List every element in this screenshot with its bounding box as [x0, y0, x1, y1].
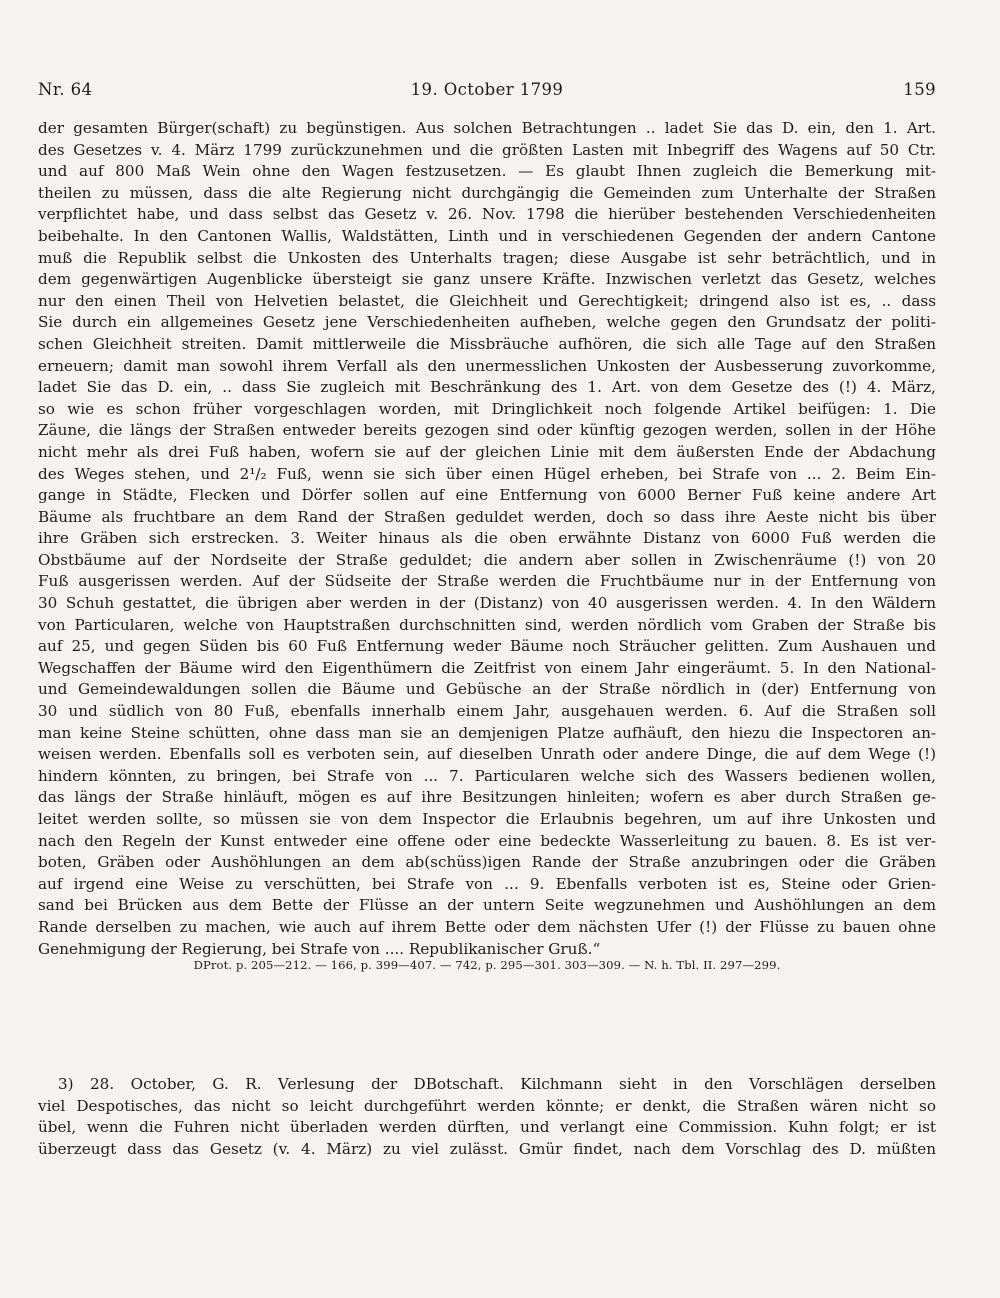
text-line: sand bei Brücken aus dem Bette der Flüsse an der untern Seite wegzunehmen und Aushöhlungen an dem: [38, 896, 936, 915]
document-number: Nr. 64: [38, 80, 93, 99]
text-line: 30 und südlich von 80 Fuß, ebenfalls innerhalb einem Jahr, ausgehauen werden. 6. Auf die Straßen soll: [38, 702, 936, 721]
text-line: ladet Sie das D. ein, .. dass Sie zugleich mit Beschränkung des 1. Art. von dem Gesetze des (!) 4. März,: [38, 378, 936, 397]
text-line: Obstbäume auf der Nordseite der Straße geduldet; die andern aber sollen in Zwischenräume (!) von 20: [38, 550, 936, 569]
text-line: und Gemeindewaldungen sollen die Bäume und Gebüsche an der Straße nördlich in (der) Entfernung von: [38, 680, 936, 699]
text-line: übel, wenn die Fuhren nicht überladen werden dürften, und verlangt eine Commission. Kuhn folgt; er ist: [38, 1118, 936, 1137]
text-line: und auf 800 Maß Wein ohne den Wagen festzusetzen. — Es glaubt Ihnen zugleich die Bemerkung mit-: [38, 162, 936, 181]
text-line: Genehmigung der Regierung, bei Strafe von .... Republikanischer Gruß.“: [38, 939, 601, 958]
text-line: ihre Gräben sich erstrecken. 3. Weiter hinaus als die oben erwähnte Distanz von 6000 Fuß werden die: [38, 529, 936, 548]
text-line: Fuß ausgerissen werden. Auf der Südseite der Straße werden die Fruchtbäume nur in der Entfernung von: [38, 572, 936, 591]
text-line: gange in Städte, Flecken und Dörfer sollen auf eine Entfernung von 6000 Berner Fuß keine andere Art: [38, 486, 936, 505]
text-line: nach den Regeln der Kunst entweder eine offene oder eine bedeckte Wasserleitung zu bauen. 8. Es ist ver-: [38, 831, 936, 850]
text-line: dem gegenwärtigen Augenblicke übersteigt sie ganz unsere Kräfte. Inzwischen verletzt das Gesetz, welches: [38, 270, 936, 289]
text-line: 3) 28. October, G. R. Verlesung der DBotschaft. Kilchmann sieht in den Vorschlägen derselben: [58, 1075, 936, 1093]
text-line: hindern könnten, zu bringen, bei Strafe von ... 7. Particularen welche sich des Wassers bedienen wollen,: [38, 766, 936, 785]
text-line: leitet werden sollte, so müssen sie von dem Inspector die Erlaubnis begehren, um auf ihre Unkosten und: [38, 810, 936, 828]
text-line: erneuern; damit man sowohl ihrem Verfall als den unermesslichen Unkosten der Ausbesserung zuvorkomme,: [38, 356, 936, 375]
text-line: des Gesetzes v. 4. März 1799 zurückzunehmen und die größten Lasten mit Inbegriff des Wagens auf 50 Ctr.: [38, 140, 936, 159]
text-line: theilen zu müssen, dass die alte Regierung nicht durchgängig die Gemeinden zum Unterhalte der Straßen: [38, 183, 936, 202]
text-line: beibehalte. In den Cantonen Wallis, Waldstätten, Linth und in verschiedenen Gegenden der andern Cantone: [38, 226, 936, 245]
text-line: schen Gleichheit streiten. Damit mittlerweile die Missbräuche aufhören, die sich alle Tage auf den Straßen: [38, 334, 936, 353]
text-line: viel Despotisches, das nicht so leicht durchgeführt werden könnte; er denkt, die Straßen wären nicht so: [38, 1096, 936, 1115]
text-line: auf 25, und gegen Süden bis 60 Fuß Entfernung weder Bäume noch Sträucher gelitten. Zum Aushauen und: [38, 637, 936, 656]
text-line: weisen werden. Ebenfalls soll es verboten sein, auf dieselben Unrath oder andere Dinge, die auf dem Wege (!): [38, 745, 936, 764]
text-line: verpflichtet habe, und dass selbst das Gesetz v. 26. Nov. 1798 die hierüber bestehenden Verschiedenheiten: [38, 205, 936, 224]
text-line: man keine Steine schütten, ohne dass man sie an demjenigen Platze aufhäuft, den hiezu die Inspectoren an-: [38, 723, 936, 742]
text-line: der gesamten Bürger(schaft) zu begünstigen. Aus solchen Betrachtungen .. ladet Sie das D. ein, den 1. Art.: [38, 119, 936, 137]
text-line: des Weges stehen, und 2¹/₂ Fuß, wenn sie sich über einen Hügel erheben, bei Strafe von ... 2. Beim Ein-: [38, 464, 936, 483]
text-line: nur den einen Theil von Helvetien belastet, die Gleichheit und Gerechtigkeit; dringend also ist es, .. dass: [38, 291, 936, 310]
text-line: von Particularen, welche von Hauptstraßen durchschnitten sind, werden nördlich vom Graben der Straße bis: [38, 615, 936, 634]
page-date: 19. October 1799: [410, 80, 564, 99]
text-line: boten, Gräben oder Aushöhlungen an dem ab(schüss)igen Rande der Straße anzubringen oder die Gräben: [38, 853, 936, 872]
page-number: 159: [903, 80, 936, 99]
text-line: überzeugt dass das Gesetz (v. 4. März) zu viel zulässt. Gmür findet, nach dem Vorschlag des D. müßten: [38, 1139, 936, 1158]
text-line: Wegschaffen der Bäume wird den Eigenthümern die Zeitfrist von einem Jahr eingeräumt. 5. In den National-: [38, 658, 936, 677]
text-line: Sie durch ein allgemeines Gesetz jene Verschiedenheiten aufheben, welche gegen den Grundsatz der politi-: [38, 313, 936, 332]
text-line: Bäume als fruchtbare an dem Rand der Straßen geduldet werden, doch so dass ihre Aeste nicht bis über: [38, 507, 936, 526]
text-line: muß die Republik selbst die Unkosten des Unterhalts tragen; diese Ausgabe ist sehr beträchtlich, und in: [38, 248, 936, 267]
text-line: auf irgend eine Weise zu verschütten, bei Strafe von ... 9. Ebenfalls verboten ist es, Steine oder Grien-: [38, 874, 936, 893]
page-header: [38, 80, 936, 104]
main-text-block: [38, 118, 936, 960]
text-line: nicht mehr als drei Fuß haben, wofern sie auf der gleichen Linie mit dem äußersten Ende der Abdachung: [38, 442, 936, 461]
text-line: das längs der Straße hinläuft, mögen es auf ihre Besitzungen hinleiten; wofern es aber durch Straßen ge-: [38, 788, 936, 807]
text-line: Zäune, die längs der Straßen entweder bereits gezogen sind oder künftig gezogen werden, sollen in der Höhe: [38, 421, 936, 440]
text-line: Rande derselben zu machen, wie auch auf ihrem Bette oder dem nächsten Ufer (!) der Flüsse zu bauen ohne: [38, 917, 936, 936]
text-line: 30 Schuh gestattet, die übrigen aber werden in der (Distanz) von 40 ausgerissen werden. 4. In den Wäldern: [38, 594, 936, 613]
second-paragraph: [38, 1074, 936, 1160]
text-line: so wie es schon früher vorgeschlagen worden, mit Dringlichkeit noch folgende Artikel beifügen: 1. Die: [38, 399, 936, 418]
source-citation: DProt. p. 205—212. — 166, p. 399—407. — 742, p. 295—301. 303—309. — N. h. Tbl. II. 297—299.: [193, 958, 781, 972]
